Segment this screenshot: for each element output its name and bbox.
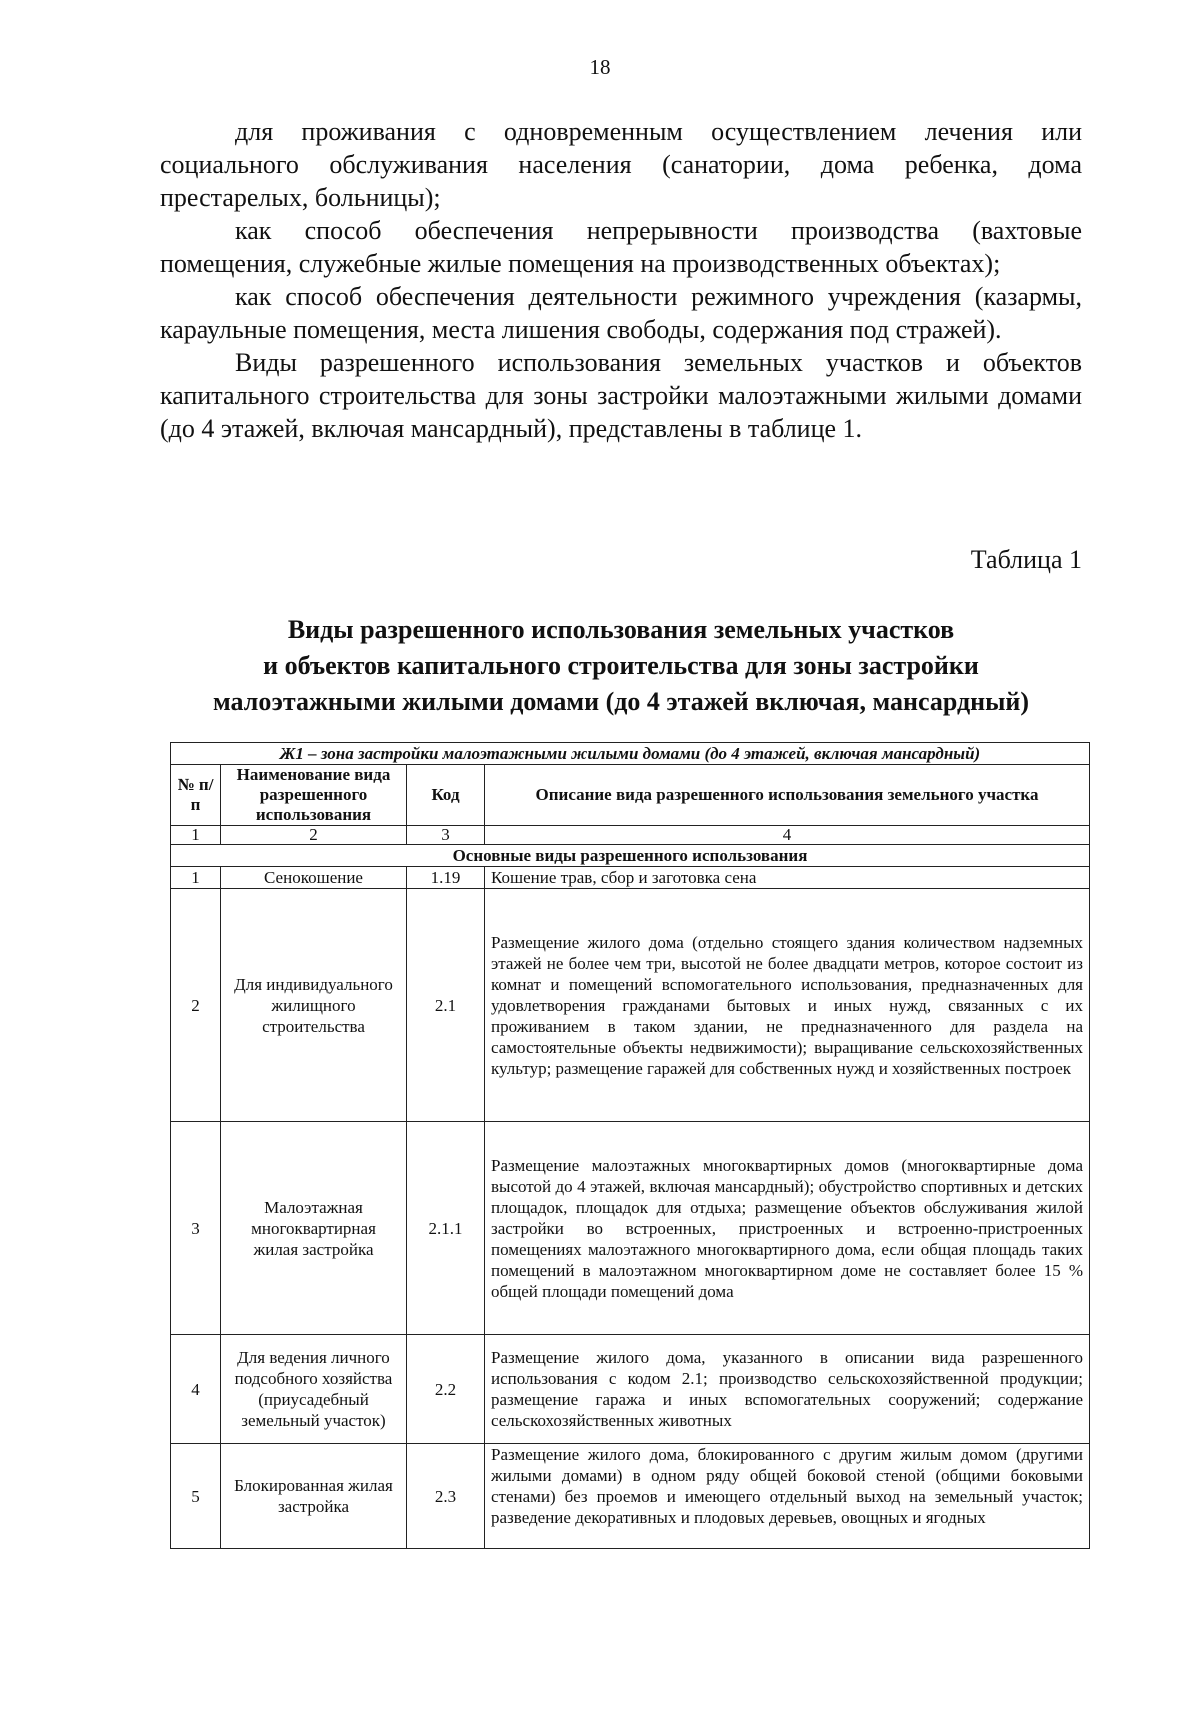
zone-header-row [171, 743, 1090, 765]
use-name: Блокированная жилая застройка [221, 1444, 407, 1549]
use-description: Размещение малоэтажных многоквартирных домов (многоквартирные дома высотой до 4 этажей, включая мансардный); обустройство спортивных и детских площадок, площадок для отдыха; размещение объектов обслуживания жилой застройки во встроенных, пристроенных и встроенно-пристроенных помещениях малоэтажного многоквартирного дома, если общая площадь таких помещений в малоэтажном многоквартирном доме не составляет более 15 % общей площади помещений дома [485, 1122, 1090, 1335]
use-name: Для индивидуального жилищного строительства [221, 889, 407, 1122]
column-header: Наименование вида разрешенного использования [221, 765, 407, 826]
column-header-row [171, 765, 1090, 826]
use-code: 2.1.1 [407, 1122, 485, 1335]
use-name: Для ведения личного подсобного хозяйства (приусадебный земельный участок) [221, 1335, 407, 1444]
section-header: Основные виды разрешенного использования [171, 845, 1090, 867]
use-description: Кошение трав, сбор и заготовка сена [485, 867, 1090, 889]
table-caption: Таблица 1 [970, 545, 1082, 574]
table-title [160, 612, 1082, 720]
use-code: 1.19 [407, 867, 485, 889]
table-row [171, 867, 1090, 889]
use-description: Размещение жилого дома, блокированного с другим жилым домом (другими жилыми домами) в одном ряду общей боковой стеной (общими боковыми стенами) без проемов и имеющего отдельный выход на земельный участок; разведение декоративных и плодовых деревьев, овощных и ягодных [485, 1444, 1090, 1549]
use-name: Малоэтажная многоквартирная жилая застройка [221, 1122, 407, 1335]
paragraph: как способ обеспечения деятельности режимного учреждения (казармы, караульные помещения, места лишения свободы, содержания под стражей). [160, 282, 1082, 344]
table-row [171, 1444, 1090, 1549]
land-use-table [170, 742, 1090, 1549]
row-number: 2 [171, 889, 221, 1122]
column-header: Описание вида разрешенного использования земельного участка [485, 765, 1090, 826]
table-row [171, 1335, 1090, 1444]
page-number: 18 [589, 55, 611, 79]
column-number: 1 [171, 826, 221, 845]
zone-header: Ж1 – зона застройки малоэтажными жилыми домами (до 4 этажей, включая мансардный) [171, 743, 1090, 765]
section-row [171, 845, 1090, 867]
use-code: 2.2 [407, 1335, 485, 1444]
row-number: 1 [171, 867, 221, 889]
paragraph: как способ обеспечения непрерывности производства (вахтовые помещения, служебные жилые помещения на производственных объектах); [160, 216, 1082, 278]
column-number: 2 [221, 826, 407, 845]
body-text [160, 115, 1082, 445]
table-title-line: и объектов капитального строительства для зоны застройки [263, 651, 979, 680]
row-number: 4 [171, 1335, 221, 1444]
use-description: Размещение жилого дома, указанного в описании вида разрешенного использования с кодом 2.1; производство сельскохозяйственной продукции; размещение гаража и иных вспомогательных сооружений; содержание сельскохозяйственных животных [485, 1335, 1090, 1444]
row-number: 3 [171, 1122, 221, 1335]
table-row [171, 889, 1090, 1122]
column-header: Код [407, 765, 485, 826]
use-code: 2.1 [407, 889, 485, 1122]
paragraph: Виды разрешенного использования земельных участков и объектов капитального строительства для зоны застройки малоэтажными жилыми домами (до 4 этажей, включая мансардный), представлены в таблице 1. [160, 348, 1082, 443]
table-row [171, 1122, 1090, 1335]
table-title-line: малоэтажными жилыми домами (до 4 этажей включая, мансардный) [212, 687, 1030, 716]
use-name: Сенокошение [221, 867, 407, 889]
column-number: 3 [407, 826, 485, 845]
table-title-line: Виды разрешенного использования земельных участков [287, 615, 955, 644]
use-description: Размещение жилого дома (отдельно стоящего здания количеством надземных этажей не более чем три, высотой не более двадцати метров, которое состоит из комнат и помещений вспомогательного использования, предназначенных для удовлетворения гражданами бытовых и иных нужд, связанных с их проживанием в таком здании, не предназначенного для раздела на самостоятельные объекты недвижимости); выращивание сельскохозяйственных культур; размещение гаражей для собственных нужд и хозяйственных построек [485, 889, 1090, 1122]
column-number: 4 [485, 826, 1090, 845]
row-number: 5 [171, 1444, 221, 1549]
use-code: 2.3 [407, 1444, 485, 1549]
column-header: № п/п [171, 765, 221, 826]
column-number-row [171, 826, 1090, 845]
paragraph: для проживания с одновременным осуществлением лечения или социального обслуживания населения (санатории, дома ребенка, дома престарелых, больницы); [160, 117, 1082, 212]
